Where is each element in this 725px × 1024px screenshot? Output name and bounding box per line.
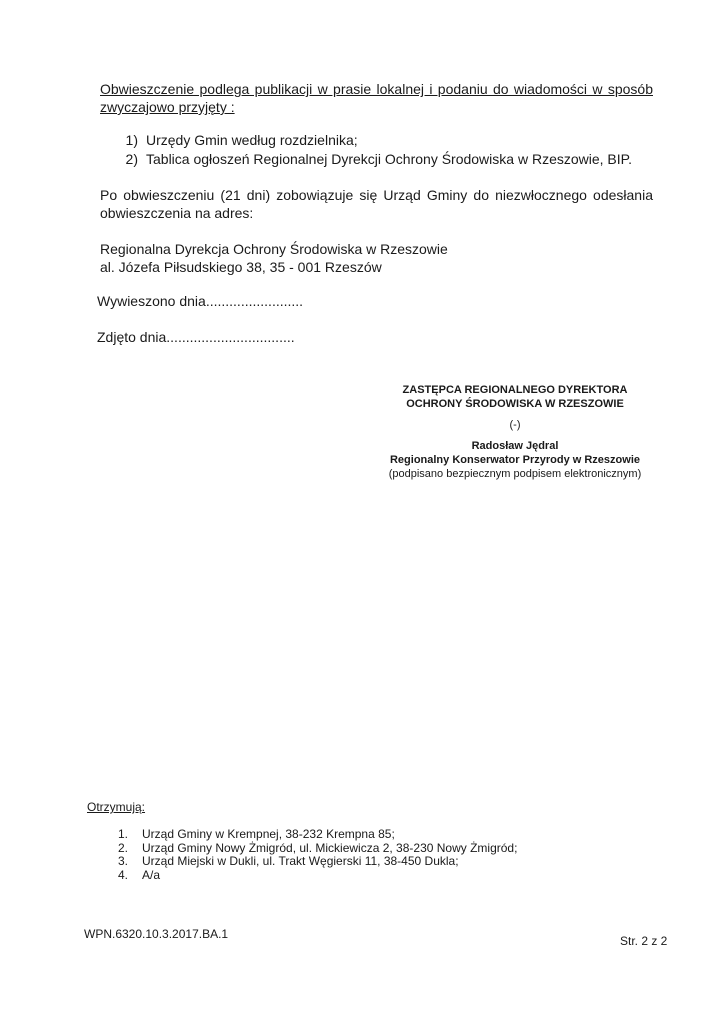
publication-note-line1: Obwieszczenie podlega publikacji w prasie lokalnej i podaniu do wiadomości w sposób (100, 81, 653, 97)
address-line1: Regionalna Dyrekcja Ochrony Środowiska w Rzeszowie (100, 241, 448, 257)
page-number: Str. 2 z 2 (620, 934, 668, 948)
publication-note-line2: zwyczajowo przyjęty : (100, 99, 235, 115)
signature-title-line1: ZASTĘPCA REGIONALNEGO DYREKTORA (402, 384, 628, 396)
list-item-text: Urzędy Gmin według rozdzielnika; (146, 132, 358, 148)
list-item (114, 131, 632, 150)
list-item (114, 150, 632, 169)
signer-name: Radosław Jędral (471, 440, 559, 452)
list-item-number: 2) (125, 151, 138, 167)
list-item-text: Urząd Gminy w Krempnej, 38-232 Krempna 85; (142, 827, 395, 841)
list-item-text: Urząd Gminy Nowy Żmigród, ul. Mickiewicza 2, 38-230 Nowy Żmigród; (142, 840, 518, 855)
list-item (110, 828, 517, 842)
list-item-text: Urząd Miejski w Dukli, ul. Trakt Węgierski 11, 38-450 Dukla; (142, 854, 459, 868)
list-item (110, 842, 517, 856)
address-line2: al. Józefa Piłsudskiego 38, 35 - 001 Rzeszów (100, 259, 382, 275)
removed-date-field: Zdjęto dnia................................. (97, 329, 295, 345)
list-item-number: 1. (117, 827, 128, 841)
list-item-number: 1) (125, 132, 138, 148)
signature-block (370, 383, 660, 481)
list-item-text: Tablica ogłoszeń Regionalnej Dyrekcji Ochrony Środowiska w Rzeszowie, BIP. (146, 151, 633, 167)
signature-note: (podpisano bezpiecznym podpisem elektronicznym) (388, 468, 642, 480)
list-item (110, 855, 517, 869)
list-item-number: 4. (117, 867, 128, 882)
return-note-line2: obwieszczenia na adres: (100, 205, 254, 221)
signature-title-line2: OCHRONY ŚRODOWISKA W RZESZOWIE (406, 398, 624, 410)
signer-role: Regionalny Konserwator Przyrody w Rzeszowie (389, 454, 640, 466)
list-item-text: A/a (142, 867, 161, 882)
return-note-line1: Po obwieszczeniu (21 dni) zobowiązuje się Urząd Gminy do niezwłocznego odesłania (100, 187, 653, 203)
list-item-number: 2. (117, 840, 128, 855)
recipients-heading: Otrzymują: (87, 800, 146, 814)
document-reference: WPN.6320.10.3.2017.BA.1 (84, 927, 229, 941)
recipients-list (110, 828, 517, 882)
publication-list (114, 131, 632, 169)
signature-mark: (-) (509, 419, 521, 431)
list-item (110, 869, 517, 883)
posted-date-field: Wywieszono dnia......................... (97, 293, 304, 309)
list-item-number: 3. (117, 854, 128, 868)
